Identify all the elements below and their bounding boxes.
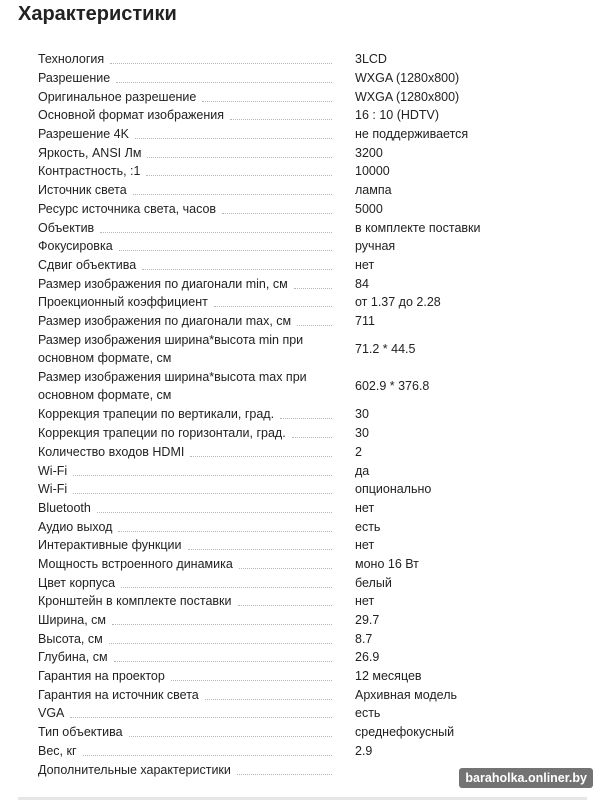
spec-row — [38, 256, 598, 275]
spec-row — [38, 368, 598, 405]
dotted-leader — [83, 754, 332, 756]
spec-name-cell — [38, 611, 338, 629]
spec-value: в комплекте поставки — [355, 220, 481, 235]
spec-name-cell — [38, 162, 338, 180]
spec-name: Объектив — [38, 220, 95, 235]
dotted-leader — [112, 623, 332, 625]
dotted-leader — [188, 548, 333, 550]
spec-row — [38, 237, 598, 256]
dotted-leader — [121, 586, 332, 588]
spec-name-cell — [38, 237, 338, 255]
spec-row — [38, 685, 598, 704]
spec-name: Контрастность, :1 — [38, 164, 141, 179]
dotted-leader — [118, 530, 332, 532]
spec-name-cell — [38, 405, 338, 423]
spec-name: Коррекция трапеции по вертикали, град. — [38, 407, 275, 422]
spec-name: Разрешение 4K — [38, 127, 129, 142]
spec-row — [38, 555, 598, 574]
spec-name-cell — [38, 443, 338, 461]
spec-value: 30 — [355, 426, 369, 441]
spec-name-cell — [38, 368, 338, 404]
spec-name: Вес, кг — [38, 743, 77, 758]
spec-value: лампа — [355, 183, 392, 198]
spec-value: 2 — [355, 444, 362, 459]
dotted-leader — [110, 62, 332, 64]
dotted-leader — [297, 324, 332, 326]
spec-name: Оригинальное разрешение — [38, 89, 197, 104]
specs-list — [38, 50, 598, 779]
spec-name-cell — [38, 536, 338, 554]
spec-name-cell — [38, 312, 338, 330]
spec-name: Bluetooth — [38, 500, 91, 515]
spec-name: Гарантия на проектор — [38, 669, 165, 684]
spec-name: Интерактивные функции — [38, 538, 182, 553]
spec-value: не поддерживается — [355, 127, 469, 142]
spec-name-cell — [38, 293, 338, 311]
spec-row — [38, 405, 598, 424]
spec-row — [38, 667, 598, 686]
spec-name-cell — [38, 555, 338, 573]
spec-name-cell — [38, 219, 338, 237]
dotted-leader — [100, 231, 332, 233]
spec-name-cell — [38, 499, 338, 517]
spec-name: Размер изображения по диагонали min, см — [38, 276, 288, 291]
spec-name-cell — [38, 704, 338, 722]
dotted-leader — [190, 455, 332, 457]
dotted-leader — [292, 436, 332, 438]
spec-value: от 1.37 до 2.28 — [355, 295, 441, 310]
dotted-leader — [237, 773, 332, 775]
dotted-leader — [280, 417, 332, 419]
spec-value: 30 — [355, 407, 369, 422]
dotted-leader — [171, 679, 332, 681]
spec-row — [38, 218, 598, 237]
spec-name: Кронштейн в комплекте поставки — [38, 594, 232, 609]
spec-name-cell — [38, 275, 338, 293]
spec-value: нет — [355, 538, 375, 553]
spec-row — [38, 648, 598, 667]
spec-name: Сдвиг объектива — [38, 257, 137, 272]
spec-row — [38, 69, 598, 88]
dotted-leader — [146, 174, 332, 176]
dotted-leader — [239, 567, 332, 569]
spec-name-cell — [38, 106, 338, 124]
spec-row — [38, 629, 598, 648]
spec-name: Яркость, ANSI Лм — [38, 145, 142, 160]
spec-name-cell — [38, 424, 338, 442]
spec-row — [38, 704, 598, 723]
dotted-leader — [119, 249, 332, 251]
spec-name: Тип объектива — [38, 725, 123, 740]
spec-value: 5000 — [355, 201, 383, 216]
spec-name-cell — [38, 462, 338, 480]
spec-row — [38, 611, 598, 630]
spec-value: нет — [355, 500, 375, 515]
spec-name: Фокусировка — [38, 239, 113, 254]
spec-name-cell — [38, 331, 338, 367]
spec-name: Основной формат изображения — [38, 108, 224, 123]
spec-name: Глубина, см — [38, 650, 108, 665]
spec-name: Гарантия на источник света — [38, 687, 199, 702]
spec-name: Высота, см — [38, 631, 103, 646]
spec-name-cell — [38, 723, 338, 741]
spec-value: 2.9 — [355, 743, 373, 758]
spec-row — [38, 536, 598, 555]
spec-name: Дополнительные характеристики — [38, 762, 231, 777]
spec-row — [38, 741, 598, 760]
dotted-leader — [109, 642, 332, 644]
spec-name-cell — [38, 88, 338, 106]
dotted-leader — [73, 492, 332, 494]
spec-row — [38, 330, 598, 367]
dotted-leader — [238, 604, 332, 606]
spec-row — [38, 143, 598, 162]
spec-value: есть — [355, 706, 381, 721]
spec-row — [38, 87, 598, 106]
spec-name-cell — [38, 256, 338, 274]
dotted-leader — [230, 118, 332, 120]
spec-name: Проекционный коэффициент — [38, 295, 208, 310]
dotted-leader — [97, 511, 332, 513]
spec-name-cell — [38, 630, 338, 648]
spec-name: Размер изображения по диагонали max, см — [38, 313, 292, 328]
spec-name: Коррекция трапеции по горизонтали, град. — [38, 426, 286, 441]
spec-value: 3200 — [355, 145, 383, 160]
spec-value: да — [355, 463, 370, 478]
spec-name-cell — [38, 592, 338, 610]
dotted-leader — [142, 268, 332, 270]
spec-value: 16 : 10 (HDTV) — [355, 108, 440, 123]
spec-name: Цвет корпуса — [38, 575, 116, 590]
spec-value: 602.9 * 376.8 — [355, 379, 430, 394]
spec-name-cell — [38, 574, 338, 592]
dotted-leader — [147, 156, 332, 158]
spec-name: Мощность встроенного динамика — [38, 556, 233, 571]
spec-value: 71.2 * 44.5 — [355, 342, 416, 356]
spec-row — [38, 573, 598, 592]
spec-value: есть — [355, 519, 381, 534]
page-title: Характеристики — [18, 3, 177, 25]
dotted-leader — [129, 735, 332, 737]
dotted-leader — [114, 660, 332, 662]
spec-name-cell — [38, 69, 338, 87]
spec-name: Размер изображения ширина*высота max при основном формате, см — [38, 368, 340, 404]
spec-row — [38, 723, 598, 742]
spec-value: опционально — [355, 482, 432, 497]
watermark: baraholka.onliner.by — [459, 768, 593, 788]
spec-row — [38, 200, 598, 219]
spec-name: Ширина, см — [38, 613, 107, 627]
spec-row — [38, 442, 598, 461]
spec-value: 29.7 — [355, 613, 380, 627]
spec-value: Архивная модель — [355, 687, 458, 702]
dotted-leader — [73, 474, 332, 476]
spec-name: Wi-Fi — [38, 482, 68, 497]
spec-name: Ресурс источника света, часов — [38, 201, 217, 216]
spec-row — [38, 181, 598, 200]
spec-name-cell — [38, 50, 338, 68]
spec-row — [38, 592, 598, 611]
spec-name: Источник света — [38, 183, 127, 198]
spec-name: Размер изображения ширина*высота min при основном формате, см — [38, 331, 340, 367]
spec-row — [38, 424, 598, 443]
spec-name: Wi-Fi — [38, 463, 68, 478]
spec-name-cell — [38, 742, 338, 760]
dotted-leader — [294, 287, 332, 289]
spec-name: Количество входов HDMI — [38, 444, 185, 459]
spec-name-cell — [38, 144, 338, 162]
spec-row — [38, 312, 598, 331]
spec-row — [38, 499, 598, 518]
spec-name-cell — [38, 125, 338, 143]
dotted-leader — [116, 81, 332, 83]
spec-value: белый — [355, 575, 392, 590]
spec-row — [38, 461, 598, 480]
spec-name-cell — [38, 181, 338, 199]
dotted-leader — [205, 698, 332, 700]
spec-value: среднефокусный — [355, 725, 455, 740]
spec-value: 3LCD — [355, 52, 387, 67]
dotted-leader — [222, 212, 332, 214]
dotted-leader — [70, 716, 332, 718]
spec-name-cell — [38, 667, 338, 685]
spec-name-cell — [38, 518, 338, 536]
spec-value: 84 — [355, 276, 369, 291]
spec-row — [38, 106, 598, 125]
dotted-leader — [133, 193, 332, 195]
spec-row — [38, 480, 598, 499]
spec-value: 12 месяцев — [355, 669, 422, 684]
dotted-leader — [135, 137, 332, 139]
spec-row — [38, 517, 598, 536]
spec-value: нет — [355, 257, 375, 272]
spec-name-cell — [38, 200, 338, 218]
spec-row — [38, 125, 598, 144]
spec-value: WXGA (1280x800) — [355, 89, 460, 104]
spec-value: 8.7 — [355, 631, 373, 646]
spec-name-cell — [38, 480, 338, 498]
spec-value: нет — [355, 594, 375, 609]
spec-name: Технология — [38, 52, 105, 67]
spec-name: VGA — [38, 706, 65, 721]
spec-row — [38, 293, 598, 312]
spec-name-cell — [38, 686, 338, 704]
spec-name-cell — [38, 648, 338, 666]
spec-value: 26.9 — [355, 650, 380, 665]
dotted-leader — [214, 305, 332, 307]
spec-value: 711 — [355, 313, 375, 328]
spec-name: Разрешение — [38, 71, 111, 86]
spec-value: WXGA (1280x800) — [355, 71, 460, 86]
spec-value: 10000 — [355, 164, 390, 179]
spec-name: Аудио выход — [38, 519, 113, 534]
spec-value: моно 16 Вт — [355, 556, 419, 571]
spec-row — [38, 274, 598, 293]
spec-name-cell — [38, 761, 338, 779]
spec-row — [38, 50, 598, 69]
spec-value: ручная — [355, 239, 396, 254]
dotted-leader — [202, 100, 332, 102]
spec-row — [38, 162, 598, 181]
